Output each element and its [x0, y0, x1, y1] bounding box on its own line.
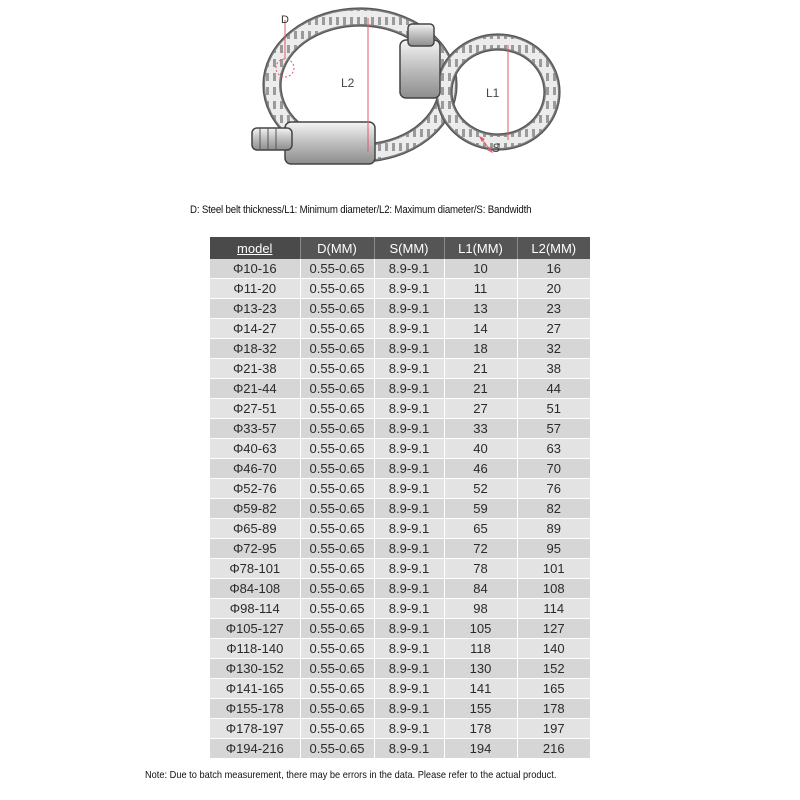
table-cell: 8.9-9.1 — [374, 719, 444, 739]
table-cell: Φ155-178 — [210, 699, 300, 719]
table-cell: 16 — [517, 259, 590, 279]
table-row — [210, 359, 590, 379]
table-cell: 0.55-0.65 — [300, 699, 374, 719]
table-cell: 51 — [517, 399, 590, 419]
table-cell: 40 — [444, 439, 517, 459]
table-cell: Φ21-38 — [210, 359, 300, 379]
table-row — [210, 559, 590, 579]
table-cell: 38 — [517, 359, 590, 379]
table-cell: 127 — [517, 619, 590, 639]
table-cell: 0.55-0.65 — [300, 659, 374, 679]
table-cell: 152 — [517, 659, 590, 679]
table-row — [210, 679, 590, 699]
table-cell: 27 — [444, 399, 517, 419]
table-row — [210, 459, 590, 479]
table-cell: Φ11-20 — [210, 279, 300, 299]
table-cell: 8.9-9.1 — [374, 499, 444, 519]
table-cell: 8.9-9.1 — [374, 639, 444, 659]
table-cell: 18 — [444, 339, 517, 359]
table-cell: 8.9-9.1 — [374, 419, 444, 439]
table-cell: 0.55-0.65 — [300, 559, 374, 579]
table-cell: 165 — [517, 679, 590, 699]
table-cell: 13 — [444, 299, 517, 319]
table-row — [210, 299, 590, 319]
table-cell: 32 — [517, 339, 590, 359]
table-cell: Φ118-140 — [210, 639, 300, 659]
table-cell: 84 — [444, 579, 517, 599]
table-cell: 141 — [444, 679, 517, 699]
table-cell: 0.55-0.65 — [300, 379, 374, 399]
table-cell: 0.55-0.65 — [300, 579, 374, 599]
hose-clamp-illustration — [180, 0, 620, 200]
table-row — [210, 379, 590, 399]
label-d: D — [281, 14, 289, 26]
table-cell: 8.9-9.1 — [374, 279, 444, 299]
table-cell: 197 — [517, 719, 590, 739]
table-row — [210, 519, 590, 539]
table-cell: 130 — [444, 659, 517, 679]
table-cell: 95 — [517, 539, 590, 559]
table-cell: 0.55-0.65 — [300, 679, 374, 699]
table-row — [210, 419, 590, 439]
table-cell: Φ130-152 — [210, 659, 300, 679]
table-cell: 0.55-0.65 — [300, 259, 374, 279]
table-cell: 178 — [444, 719, 517, 739]
table-cell: 65 — [444, 519, 517, 539]
table-row — [210, 619, 590, 639]
table-cell: 0.55-0.65 — [300, 739, 374, 759]
table-cell: 72 — [444, 539, 517, 559]
table-cell: 23 — [517, 299, 590, 319]
table-cell: 101 — [517, 559, 590, 579]
table-row — [210, 599, 590, 619]
table-body — [210, 259, 590, 759]
table-cell: 82 — [517, 499, 590, 519]
table-cell: Φ27-51 — [210, 399, 300, 419]
table-cell: Φ13-23 — [210, 299, 300, 319]
measurement-note: Note: Due to batch measurement, there may be errors in the data. Please refer to the actual product. — [145, 769, 557, 781]
table-cell: 59 — [444, 499, 517, 519]
label-l2: L2 — [341, 76, 355, 90]
table-cell: Φ52-76 — [210, 479, 300, 499]
table-cell: 20 — [517, 279, 590, 299]
table-cell: 8.9-9.1 — [374, 619, 444, 639]
table-cell: 0.55-0.65 — [300, 319, 374, 339]
table-cell: 0.55-0.65 — [300, 279, 374, 299]
table-cell: Φ59-82 — [210, 499, 300, 519]
table-cell: Φ78-101 — [210, 559, 300, 579]
table-cell: 108 — [517, 579, 590, 599]
table-cell: 0.55-0.65 — [300, 439, 374, 459]
table-row — [210, 439, 590, 459]
table-cell: 8.9-9.1 — [374, 339, 444, 359]
table-cell: Φ18-32 — [210, 339, 300, 359]
table-cell: 118 — [444, 639, 517, 659]
table-cell: Φ72-95 — [210, 539, 300, 559]
table-row — [210, 719, 590, 739]
table-row — [210, 739, 590, 759]
table-cell: 57 — [517, 419, 590, 439]
table-cell: 21 — [444, 359, 517, 379]
table-cell: Φ14-27 — [210, 319, 300, 339]
table-cell: 8.9-9.1 — [374, 379, 444, 399]
table-cell: 0.55-0.65 — [300, 339, 374, 359]
table-cell: 8.9-9.1 — [374, 359, 444, 379]
label-l1: L1 — [486, 86, 500, 100]
table-cell: 8.9-9.1 — [374, 479, 444, 499]
table-cell: Φ40-63 — [210, 439, 300, 459]
table-header-row — [210, 237, 590, 259]
spec-table — [210, 237, 590, 759]
table-cell: 140 — [517, 639, 590, 659]
table-cell: Φ98-114 — [210, 599, 300, 619]
table-row — [210, 579, 590, 599]
table-cell: Φ46-70 — [210, 459, 300, 479]
table-cell: 0.55-0.65 — [300, 419, 374, 439]
table-row — [210, 639, 590, 659]
table-cell: 8.9-9.1 — [374, 579, 444, 599]
table-cell: 78 — [444, 559, 517, 579]
table-cell: Φ84-108 — [210, 579, 300, 599]
table-cell: 11 — [444, 279, 517, 299]
table-cell: 8.9-9.1 — [374, 259, 444, 279]
table-cell: 216 — [517, 739, 590, 759]
table-cell: 10 — [444, 259, 517, 279]
table-cell: 8.9-9.1 — [374, 539, 444, 559]
table-cell: 8.9-9.1 — [374, 599, 444, 619]
table-row — [210, 279, 590, 299]
table-cell: 70 — [517, 459, 590, 479]
table-cell: 8.9-9.1 — [374, 559, 444, 579]
table-row — [210, 699, 590, 719]
table-cell: 194 — [444, 739, 517, 759]
table-cell: 0.55-0.65 — [300, 299, 374, 319]
table-row — [210, 259, 590, 279]
table-cell: 8.9-9.1 — [374, 699, 444, 719]
table-cell: 63 — [517, 439, 590, 459]
table-cell: 98 — [444, 599, 517, 619]
table-row — [210, 479, 590, 499]
table-cell: 0.55-0.65 — [300, 519, 374, 539]
table-cell: 8.9-9.1 — [374, 679, 444, 699]
table-cell: 33 — [444, 419, 517, 439]
table-cell: 8.9-9.1 — [374, 739, 444, 759]
table-cell: 8.9-9.1 — [374, 299, 444, 319]
table-cell: 8.9-9.1 — [374, 659, 444, 679]
table-cell: Φ178-197 — [210, 719, 300, 739]
table-row — [210, 339, 590, 359]
table-cell: 21 — [444, 379, 517, 399]
table-cell: Φ194-216 — [210, 739, 300, 759]
column-header: model — [210, 237, 300, 259]
table-cell: 155 — [444, 699, 517, 719]
column-header: L1(MM) — [444, 237, 517, 259]
table-cell: 8.9-9.1 — [374, 519, 444, 539]
table-cell: 0.55-0.65 — [300, 619, 374, 639]
table-cell: 8.9-9.1 — [374, 439, 444, 459]
table-cell: 14 — [444, 319, 517, 339]
table-cell: 8.9-9.1 — [374, 399, 444, 419]
table-cell: Φ33-57 — [210, 419, 300, 439]
table-cell: 0.55-0.65 — [300, 539, 374, 559]
table-cell: Φ141-165 — [210, 679, 300, 699]
table-cell: 8.9-9.1 — [374, 319, 444, 339]
table-cell: 0.55-0.65 — [300, 459, 374, 479]
screw-housing-large — [252, 122, 375, 164]
table-row — [210, 659, 590, 679]
table-cell: 44 — [517, 379, 590, 399]
table-cell: 76 — [517, 479, 590, 499]
table-cell: 0.55-0.65 — [300, 399, 374, 419]
label-s: S — [492, 141, 501, 155]
dimension-legend: D: Steel belt thickness/L1: Minimum diameter/L2: Maximum diameter/S: Bandwidth — [190, 204, 532, 216]
table-cell: 89 — [517, 519, 590, 539]
table-cell: 0.55-0.65 — [300, 359, 374, 379]
table-cell: 0.55-0.65 — [300, 599, 374, 619]
table-cell: 46 — [444, 459, 517, 479]
table-row — [210, 319, 590, 339]
table-row — [210, 499, 590, 519]
table-row — [210, 399, 590, 419]
column-header: S(MM) — [374, 237, 444, 259]
table-cell: Φ65-89 — [210, 519, 300, 539]
table-cell: 0.55-0.65 — [300, 639, 374, 659]
table-cell: 27 — [517, 319, 590, 339]
table-cell: 105 — [444, 619, 517, 639]
table-row — [210, 539, 590, 559]
table-cell: 0.55-0.65 — [300, 479, 374, 499]
column-header: L2(MM) — [517, 237, 590, 259]
table-cell: 114 — [517, 599, 590, 619]
column-header: D(MM) — [300, 237, 374, 259]
table-cell: Φ21-44 — [210, 379, 300, 399]
table-cell: 0.55-0.65 — [300, 499, 374, 519]
table-cell: 178 — [517, 699, 590, 719]
hose-clamp-diagram — [180, 0, 620, 200]
table-cell: Φ105-127 — [210, 619, 300, 639]
table-cell: Φ10-16 — [210, 259, 300, 279]
table-cell: 52 — [444, 479, 517, 499]
table-cell: 8.9-9.1 — [374, 459, 444, 479]
table-cell: 0.55-0.65 — [300, 719, 374, 739]
